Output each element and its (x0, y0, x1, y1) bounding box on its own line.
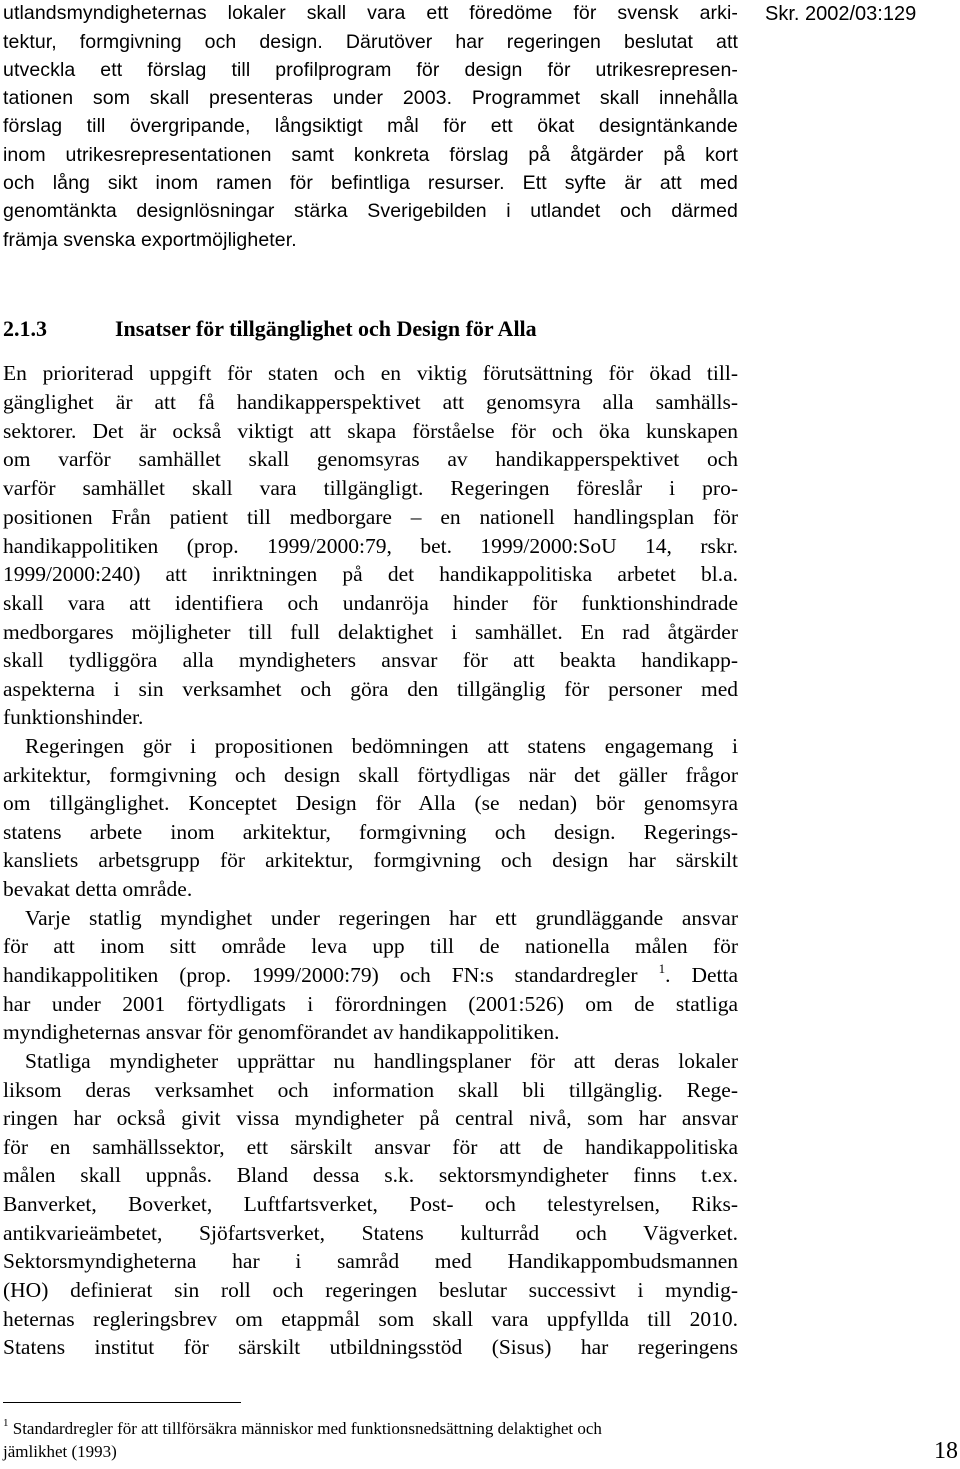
text-line: sektorer. Det är också viktigt att skapa förståelse för och öka kunskapen (3, 419, 738, 443)
text-fragment: handikappolitiken (prop. 1999/2000:79) och FN:s standardregler (3, 963, 638, 987)
text-line: positionen Från patient till medborgare – en nationell handlingsplan för (3, 505, 738, 529)
text-line: och lång sikt inom ramen för befintliga resurser. Ett syfte är att med (3, 172, 738, 194)
footnote-line (3, 1418, 602, 1440)
page-number: 18 (934, 1438, 958, 1464)
text-line: förslag till övergripande, långsiktigt mål för ett ökat designtänkande (3, 115, 738, 137)
text-line: statens arbete inom arkitektur, formgivning och design. Regerings- (3, 820, 738, 844)
text-line: Statliga myndigheter upprättar nu handlingsplaner för att deras lokaler (25, 1049, 738, 1073)
text-line: tektur, formgivning och design. Därutöver har regeringen beslutat att (3, 31, 738, 53)
text-line: om varför samhället skall genomsyras av handikapperspektivet och (3, 447, 738, 471)
footnote-line: jämlikhet (1993) (3, 1442, 117, 1461)
text-line: främja svenska exportmöjligheter. (3, 229, 297, 251)
document-reference: Skr. 2002/03:129 (765, 3, 917, 25)
footnote-marker: 1 (658, 961, 666, 976)
text-line-with-footnote (3, 961, 738, 990)
text-line: aspekterna i sin verksamhet och göra den tillgänglig för personer med (3, 677, 738, 701)
text-line: antikvarieämbetet, Sjöfartsverket, Statens kulturråd och Vägverket. (3, 1221, 738, 1245)
text-line: Banverket, Boverket, Luftfartsverket, Post- och telestyrelsen, Riks- (3, 1192, 738, 1216)
text-line: Varje statlig myndighet under regeringen har ett grundläggande ansvar (25, 906, 738, 930)
text-line: En prioriterad uppgift för staten och en viktig förutsättning för ökad till- (3, 361, 738, 385)
text-line: kansliets arbetsgrupp för arkitektur, formgivning och design har särskilt (3, 848, 738, 872)
text-line: för att inom sitt område leva upp till de nationella målen för (3, 934, 738, 958)
text-line: om tillgänglighet. Konceptet Design för Alla (se nedan) bör genomsyra (3, 791, 738, 815)
footnote-number: 1 (3, 1417, 9, 1429)
text-line: för en samhällssektor, ett särskilt ansvar för att de handikappolitiska (3, 1135, 738, 1159)
text-line: arkitektur, formgivning och design skall förtydligas när det gäller frågor (3, 763, 738, 787)
text-line: medborgares möjligheter till full delaktighet i samhället. En rad åtgärder (3, 620, 738, 644)
text-line: skall vara att identifiera och undanröja hinder för funktionshindrade (3, 591, 738, 615)
text-line: skall tydliggöra alla myndigheters ansvar för att beakta handikapp- (3, 648, 738, 672)
text-line: myndigheternas ansvar för genomförandet av handikappolitiken. (3, 1020, 560, 1044)
text-line: Statens institut för särskilt utbildningsstöd (Sisus) har regeringens (3, 1335, 738, 1359)
section-number: 2.1.3 (3, 316, 47, 341)
text-line: liksom deras verksamhet och information skall bli tillgänglig. Rege- (3, 1078, 738, 1102)
text-line: Sektorsmyndigheterna har i samråd med Handikappombudsmannen (3, 1249, 738, 1273)
text-line: utlandsmyndigheternas lokaler skall vara ett föredöme för svensk arki- (3, 2, 738, 24)
footnote-text: Standardregler för att tillförsäkra människor med funktionsnedsättning delaktighet och (12, 1419, 602, 1438)
text-line: tationen som skall presenteras under 2003. Programmet skall innehålla (3, 87, 738, 109)
section-title: Insatser för tillgänglighet och Design för Alla (115, 316, 537, 341)
text-line: heternas regleringsbrev om etappmål som skall vara uppfyllda till 2010. (3, 1307, 738, 1331)
text-line: bevakat detta område. (3, 877, 193, 901)
text-line: genomtänkta designlösningar stärka Sverigebilden i utlandet och därmed (3, 200, 738, 222)
text-line: gänglighet är att få handikapperspektivet att genomsyra alla samhälls- (3, 390, 738, 414)
text-line: inom utrikesrepresentationen samt konkreta förslag på åtgärder på kort (3, 144, 738, 166)
text-line: Regeringen gör i propositionen bedömningen att statens engagemang i (25, 734, 738, 758)
text-fragment: . Detta (665, 963, 739, 987)
text-line: (HO) definierat sin roll och regeringen beslutar successivt i myndig- (3, 1278, 738, 1302)
footnote-rule (3, 1402, 241, 1403)
text-line: funktionshinder. (3, 705, 144, 729)
text-line: målen skall uppnås. Bland dessa s.k. sektorsmyndigheter finns t.ex. (3, 1163, 738, 1187)
text-line: har under 2001 förtydligats i förordningen (2001:526) om de statliga (3, 992, 738, 1016)
text-line: varför samhället skall vara tillgängligt. Regeringen föreslår i pro- (3, 476, 738, 500)
text-line: utveckla ett förslag till profilprogram för design för utrikesrepresen- (3, 59, 738, 81)
text-line: ringen har också givit vissa myndigheter på central nivå, som har ansvar (3, 1106, 738, 1130)
text-line: 1999/2000:240) att inriktningen på det handikappolitiska arbetet bl.a. (3, 562, 738, 586)
text-line: handikappolitiken (prop. 1999/2000:79, bet. 1999/2000:SoU 14, rskr. (3, 534, 738, 558)
